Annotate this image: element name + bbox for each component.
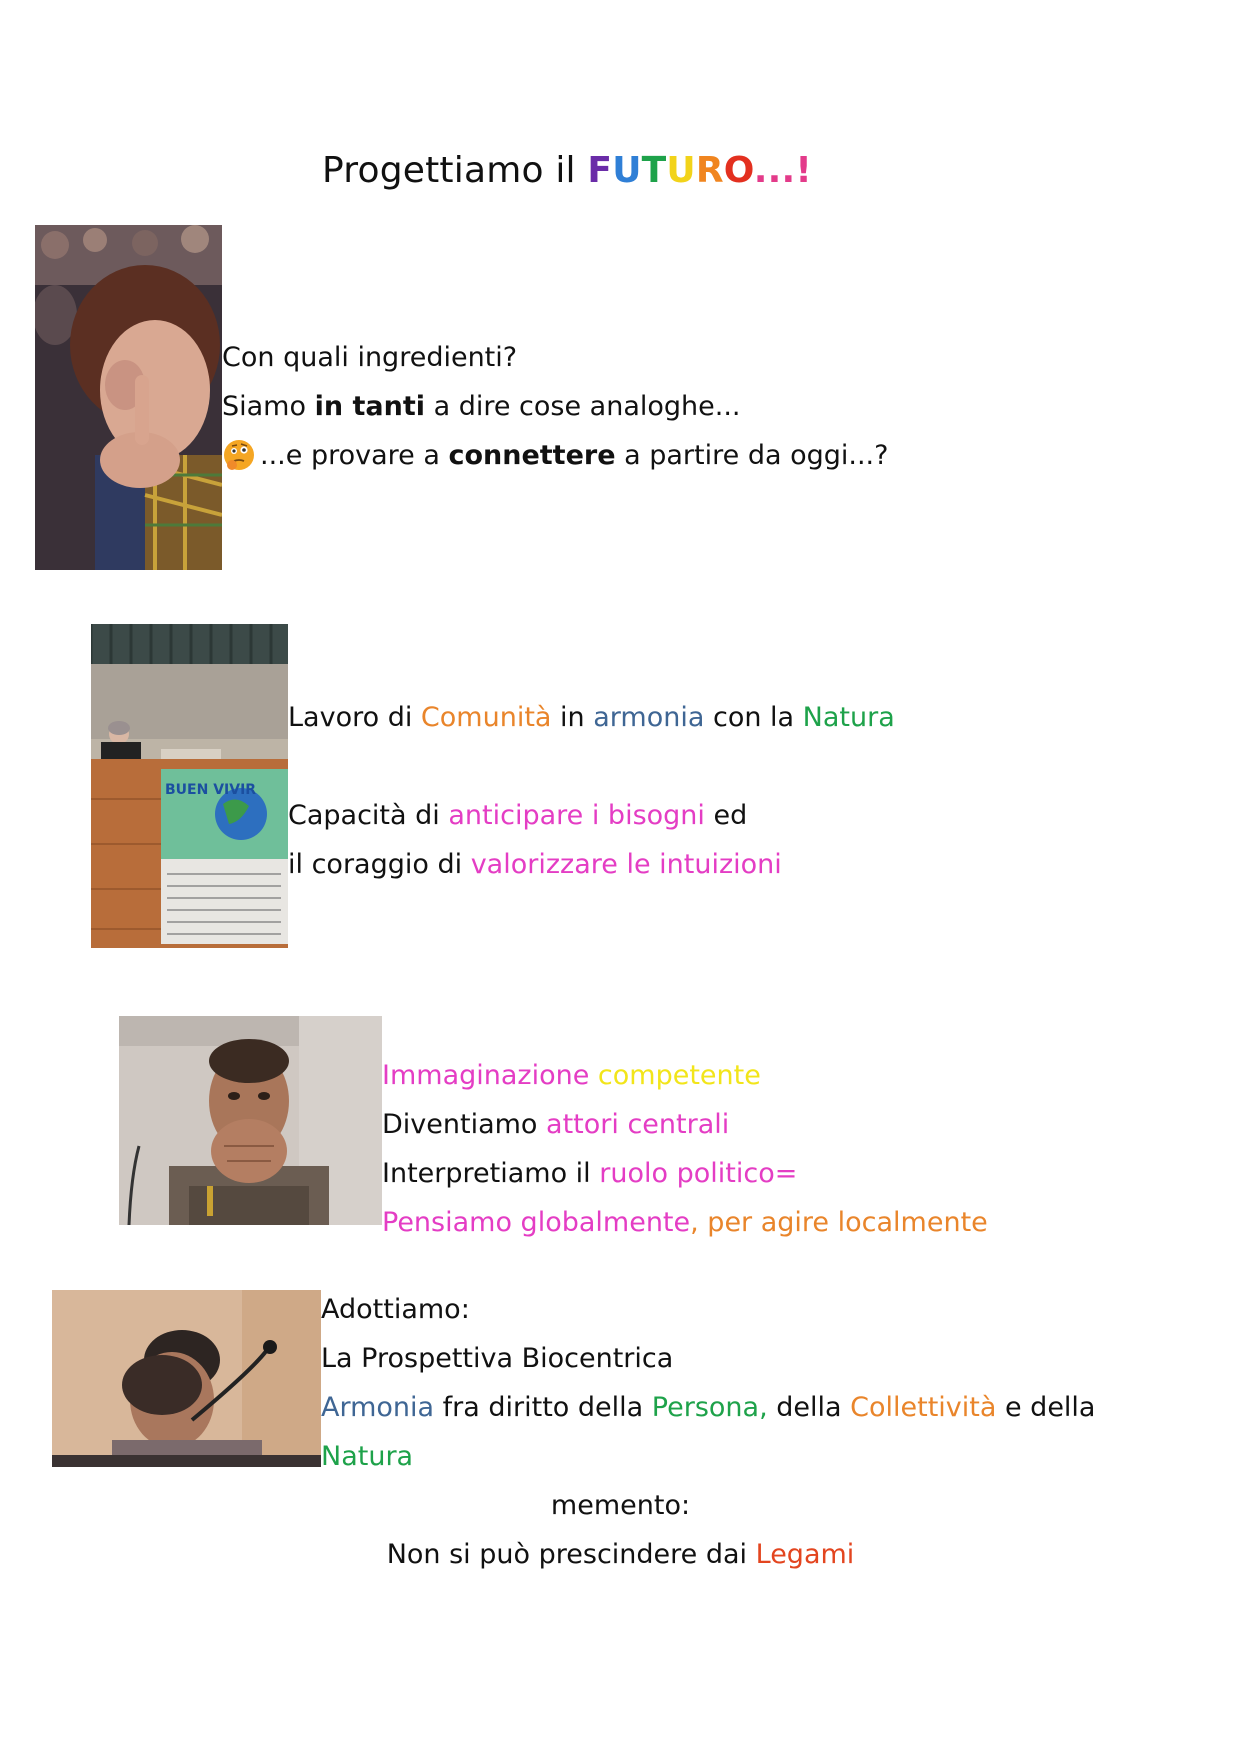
- title-letter: U: [666, 150, 696, 191]
- title-letter: F: [587, 150, 613, 191]
- text-line: Lavoro di Comunità in armonia con la Natura: [288, 702, 895, 733]
- text-line: Diventiamo attori centrali: [382, 1109, 730, 1140]
- title-letter: U: [612, 150, 642, 191]
- photo-woman-thinking: [35, 225, 222, 570]
- title-letter: T: [641, 150, 667, 191]
- title-colored-word: [587, 150, 812, 191]
- title-prefix: Progettiamo il: [322, 150, 588, 191]
- text-line: Immaginazione competente: [382, 1060, 761, 1091]
- photo-podium-poster: [91, 624, 288, 948]
- section-community: [288, 693, 895, 889]
- text-line: Armonia fra diritto della Persona, della Collettività e della: [321, 1392, 1096, 1423]
- text-line: ...e provare a connettere a partire da oggi...?: [222, 431, 888, 480]
- title-letter: R: [695, 150, 724, 191]
- text-line: Pensiamo globalmente, per agire localmente: [382, 1207, 988, 1238]
- text-line: Natura: [321, 1441, 414, 1472]
- section-imagination: [382, 1051, 988, 1247]
- page-title: [322, 150, 812, 191]
- text-line: il coraggio di valorizzare le intuizioni: [288, 849, 782, 880]
- title-letter: O: [723, 150, 754, 191]
- text-line: Con quali ingredienti?: [222, 342, 518, 373]
- final-statement: Non si può prescindere dai Legami: [386, 1539, 855, 1570]
- photo-man-speaker: [119, 1016, 382, 1225]
- text-line: La Prospettiva Biocentrica: [321, 1343, 674, 1374]
- title-letter: ...!: [753, 150, 813, 191]
- text-line: Interpretiamo il ruolo politico=: [382, 1158, 798, 1189]
- text-line: Capacità di anticipare i bisogni ed: [288, 800, 748, 831]
- photo-woman-microphone: [52, 1290, 321, 1467]
- text-line: Siamo in tanti a dire cose analoghe...: [222, 391, 741, 422]
- section-adopt: [321, 1285, 1095, 1481]
- text-line: Adottiamo:: [321, 1294, 470, 1325]
- section-ingredients: [222, 333, 888, 480]
- poster-title: BUEN VIVIR: [165, 782, 257, 798]
- memento-line: memento:: [550, 1490, 691, 1521]
- thinking-face-icon: [222, 438, 256, 472]
